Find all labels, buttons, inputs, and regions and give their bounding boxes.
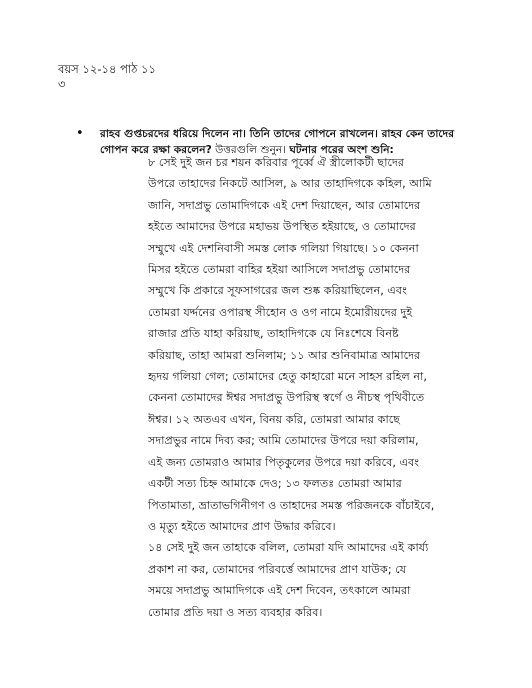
passage-line: উপরে তাহাদের নিকটে আসিল, ৯ আর তাহাদিগকে কহিল, আমি [148,177,432,191]
passage-line: তোমার প্রতি দয়া ও সত্য ব্যবহার করিব। [148,605,323,619]
passage-line: একটী সত্য চিহ্ন আমাকে দেও; ১৩ ফলতঃ তোমরা আমার [148,477,402,491]
question-plain: উত্তরগুলি শুনুন। [211,144,290,156]
passage-line: জানি, সদাপ্রভু তোমাদিগকে এই দেশ দিয়াছেন, আর তোমাদের [148,198,421,212]
header-page-number: ৩ [58,77,66,91]
question-bold-end: ঘটনার পরের অংশ শুনি: [289,144,394,156]
bullet-icon: • [76,126,84,141]
passage-line: করিয়াছ, তাহা আমরা শুনিলাম; ১১ আর শুনিবামাত্র আমাদের [148,348,421,362]
passage-line: কেননা তোমাদের ঈশ্বর সদাপ্রভু উপরিস্থ স্বর্গে ও নীচস্থ পৃথিবীতে [148,391,425,405]
passage-line: ৮ সেই দুই জন চর শয়ন করিবার পূর্ব্বে ঐ স্ত্রীলোকটী ছাদের [148,156,404,169]
passage-line: সদাপ্রভুর নামে দিব্য কর; আমি তোমাদের উপরে দয়া করিলাম, [148,434,419,448]
passage-line: সময়ে সদাপ্রভু আমাদিগকে এই দেশ দিবেন, তৎকালে আমরা [148,584,411,598]
passage-line: তোমরা যর্দ্দনের ওপারস্থ সীহোন ও ওগ নামে ইমোরীয়দের দুই [148,305,413,319]
passage-line: পিতামাতা, ভ্রাতাভগিনীগণ ও তাহাদের সমস্ত পরিজনকে বাঁচাইবে, [148,498,435,512]
scripture-passage [148,152,478,623]
passage-line: রাজার প্রতি যাহা করিয়াছ, তাহাদিগকে যে নিঃশেষে বিনষ্ট [148,327,399,341]
passage-line: এই জন্য তোমরাও আমার পিতৃকুলের উপরে দয়া করিবে, এবং [148,455,420,469]
passage-line: ও মৃত্যু হইতে আমাদের প্রাণ উদ্ধার করিবে। [148,519,336,533]
passage-line: হৃদয় গলিয়া গেল; তোমাদের হেতু কাহারো মনে সাহস রহিল না, [148,370,427,384]
passage-line: ঈশ্বর। ১২ অতএব এখন, বিনয় করি, তোমরা আমার কাছে [148,412,400,426]
question-bold: রাহব গুপ্তচরদের ধরিয়ে দিলেন না। তিনি তাদের গোপনে রাখলেন। রাহব কেন তাদের গোপন করে রক্ষা করলেন? [100,128,455,156]
passage-line: সম্মুখে এই দেশনিবাসী সমস্ত লোক গলিয়া গিয়াছে। ১০ কেননা [148,241,419,255]
passage-line: ১৪ সেই দুই জন তাহাকে বলিল, তোমরা যদি আমাদের এই কার্য্য [148,541,429,555]
passage-line: প্রকাশ না কর, তোমাদের পরিবর্ত্তে আমাদের প্রাণ যাউক; যে [148,562,407,576]
page-header [58,62,156,92]
passage-line: সম্মুখে কি প্রকারে সূফসাগরের জল শুষ্ক করিয়াছিলেন, এবং [148,284,407,298]
passage-line: হইতে আমাদের উপরে মহাভয় উপস্থিত হইয়াছে, ও তোমাদের [148,220,416,234]
header-age-lesson: বয়স ১২-১৪ পাঠ ১১ [58,62,156,76]
passage-line: মিসর হইতে তোমরা বাহির হইয়া আসিলে সদাপ্রভু তোমাদের [148,263,411,277]
